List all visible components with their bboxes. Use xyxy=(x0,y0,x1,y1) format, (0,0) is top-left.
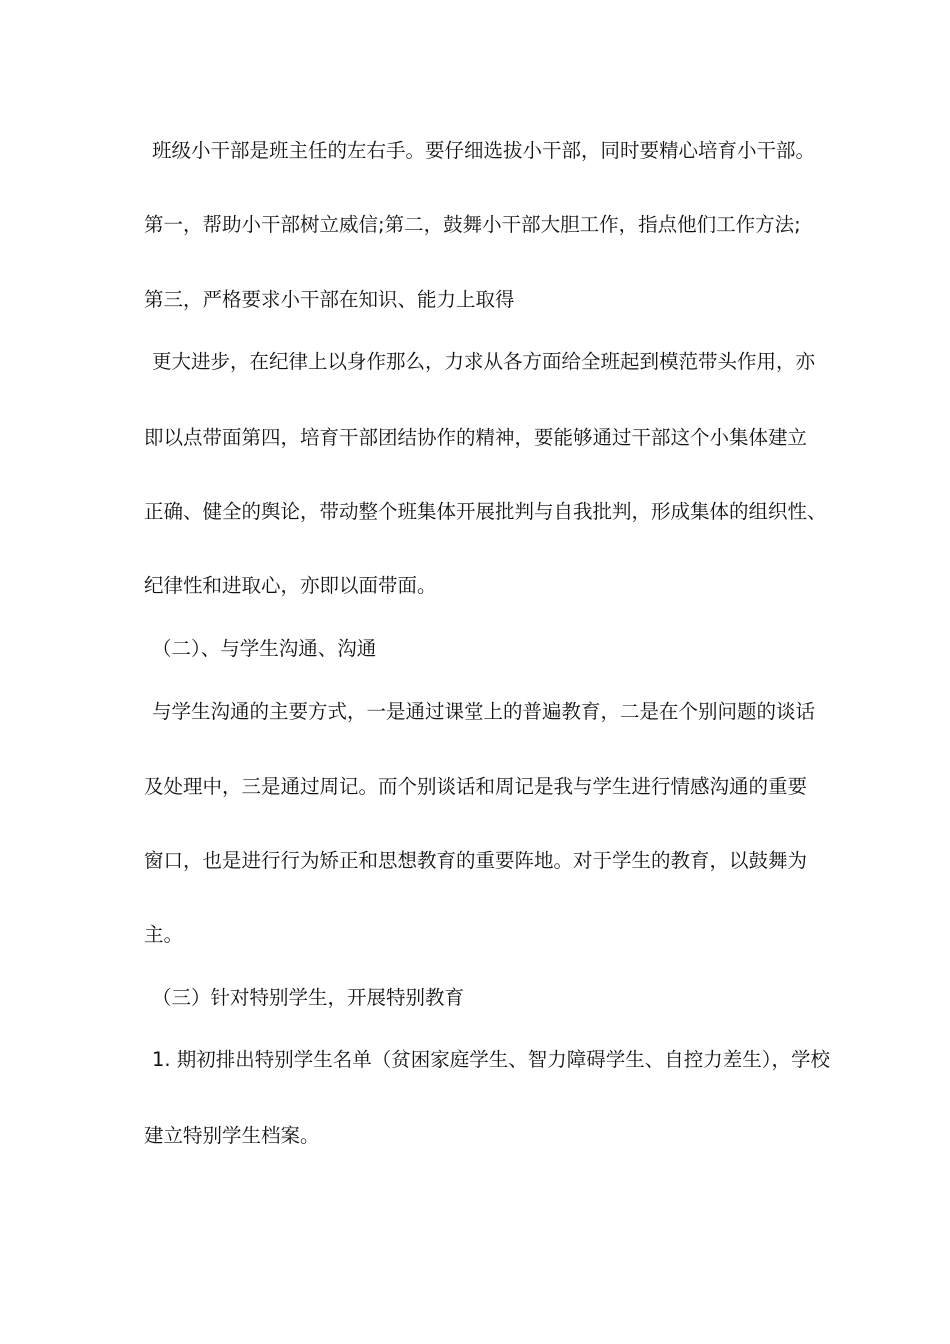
paragraph-line: 及处理中，三是通过周记。而个别谈话和周记是我与学生进行情感沟通的重要 xyxy=(144,775,808,798)
paragraph-line: 窗口，也是进行行为矫正和思想教育的重要阵地。对于学生的教育，以鼓舞为 xyxy=(144,849,808,872)
paragraph-line: 与学生沟通的主要方式，一是通过课堂上的普遍教育，二是在个别问题的谈话 xyxy=(152,700,816,723)
paragraph-line: 班级小干部是班主任的左右手。要仔细选拔小干部，同时要精心培育小干部。 xyxy=(152,139,816,162)
paragraph-line: 纪律性和进取心，亦即以面带面。 xyxy=(144,574,437,597)
paragraph-line: 主。 xyxy=(144,923,184,946)
paragraph-line: 即以点带面第四，培育干部团结协作的精神，要能够通过干部这个小集体建立 xyxy=(144,426,808,449)
paragraph-line: 第一，帮助小干部树立威信;第二，鼓舞小干部大胆工作，指点他们工作方法; xyxy=(144,213,801,236)
paragraph-line: 更大进步，在纪律上以身作那么，力求从各方面给全班起到模范带头作用，亦 xyxy=(152,350,816,373)
paragraph-line: 第三，严格要求小干部在知识、能力上取得 xyxy=(144,288,515,311)
paragraph-line: 建立特别学生档案。 xyxy=(144,1124,320,1147)
section-heading: （三）针对特别学生，开展特别教育 xyxy=(152,986,465,1009)
section-heading: （二）、与学生沟通、沟通 xyxy=(152,637,377,660)
paragraph-line: 正确、健全的舆论，带动整个班集体开展批判与自我批判，形成集体的组织性、 xyxy=(144,500,827,523)
list-item: 1. 期初排出特别学生名单（贫困家庭学生、智力障碍学生、自控力差生），学校 xyxy=(152,1048,831,1071)
